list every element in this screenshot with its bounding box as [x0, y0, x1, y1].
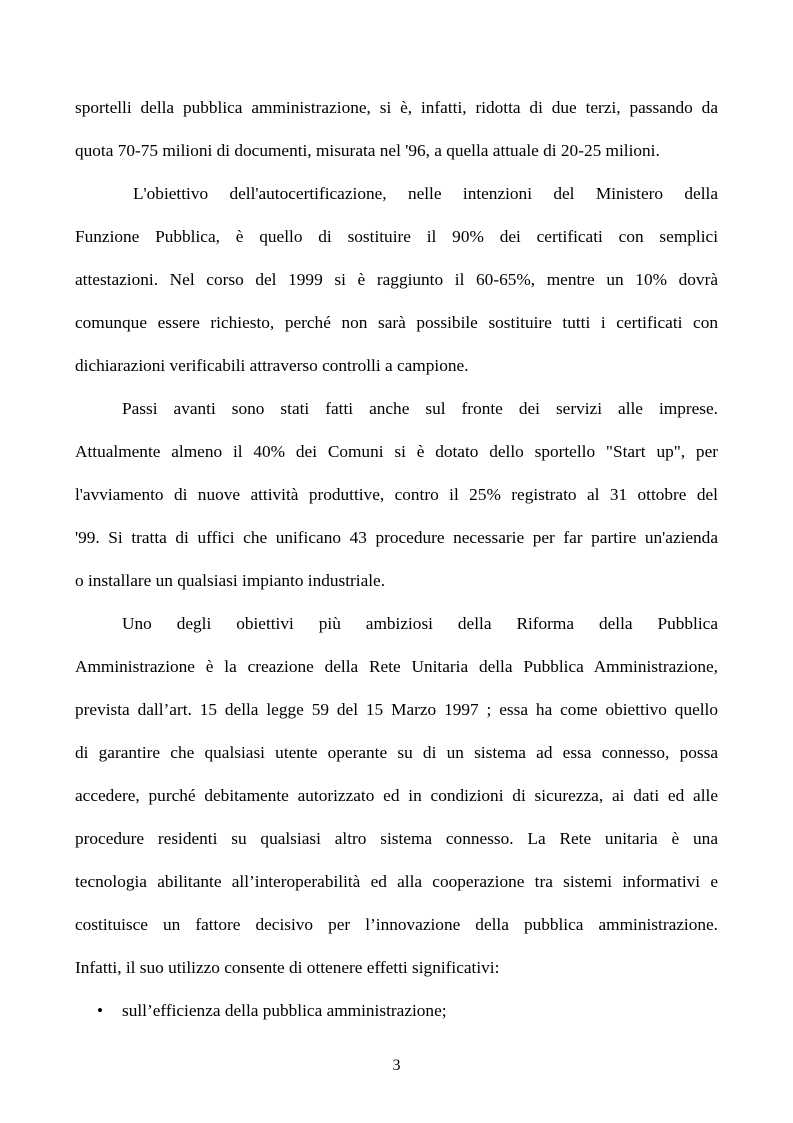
- text-line: accedere, purché debitamente autorizzato ed in condizioni di sicurezza, ai dati ed alle: [75, 786, 718, 805]
- text-line: Infatti, il suo utilizzo consente di ottenere effetti significativi:: [75, 958, 500, 977]
- text-line: quota 70-75 milioni di documenti, misurata nel '96, a quella attuale di 20-25 milioni.: [75, 141, 660, 160]
- document-body: [75, 86, 718, 1032]
- text-line: Attualmente almeno il 40% dei Comuni si è dotato dello sportello "Start up", per: [75, 442, 718, 461]
- list-item: [75, 989, 718, 1032]
- text-line: dichiarazioni verificabili attraverso controlli a campione.: [75, 356, 469, 375]
- paragraph-3: [75, 387, 718, 602]
- text-line: comunque essere richiesto, perché non sarà possibile sostituire tutti i certificati con: [75, 313, 718, 332]
- paragraph-1: [75, 86, 718, 172]
- text-line: di garantire che qualsiasi utente operante su di un sistema ad essa connesso, possa: [75, 743, 718, 762]
- paragraph-2: [75, 172, 718, 387]
- text-line: sportelli della pubblica amministrazione, si è, infatti, ridotta di due terzi, passando da: [75, 98, 718, 117]
- text-line: l'avviamento di nuove attività produttive, contro il 25% registrato al 31 ottobre del: [75, 485, 718, 504]
- text-line: prevista dall’art. 15 della legge 59 del 15 Marzo 1997 ; essa ha come obiettivo quello: [75, 700, 718, 719]
- text-line: Funzione Pubblica, è quello di sostituire il 90% dei certificati con semplici: [75, 227, 718, 246]
- text-line: Amministrazione è la creazione della Rete Unitaria della Pubblica Amministrazione,: [75, 657, 718, 676]
- text-line: '99. Si tratta di uffici che unificano 43 procedure necessarie per far partire un'azienda: [75, 528, 718, 547]
- text-line: o installare un qualsiasi impianto industriale.: [75, 571, 386, 590]
- text-line: L'obiettivo dell'autocertificazione, nelle intenzioni del Ministero della: [133, 184, 718, 203]
- text-line: Passi avanti sono stati fatti anche sul fronte dei servizi alle imprese.: [122, 399, 718, 418]
- text-line: tecnologia abilitante all’interoperabilità ed alla cooperazione tra sistemi informativi e: [75, 872, 718, 891]
- page-number: 3: [392, 1057, 401, 1074]
- text-line: Uno degli obiettivi più ambiziosi della Riforma della Pubblica: [122, 614, 718, 633]
- list-item-text: sull’efficienza della pubblica amministrazione;: [122, 1001, 447, 1020]
- bullet-icon: •: [97, 1001, 104, 1020]
- text-line: procedure residenti su qualsiasi altro sistema connesso. La Rete unitaria è una: [75, 829, 718, 848]
- text-line: attestazioni. Nel corso del 1999 si è raggiunto il 60-65%, mentre un 10% dovrà: [75, 270, 718, 289]
- bullet-list: [75, 989, 718, 1032]
- paragraph-4: [75, 602, 718, 989]
- text-line: costituisce un fattore decisivo per l’innovazione della pubblica amministrazione.: [75, 915, 718, 934]
